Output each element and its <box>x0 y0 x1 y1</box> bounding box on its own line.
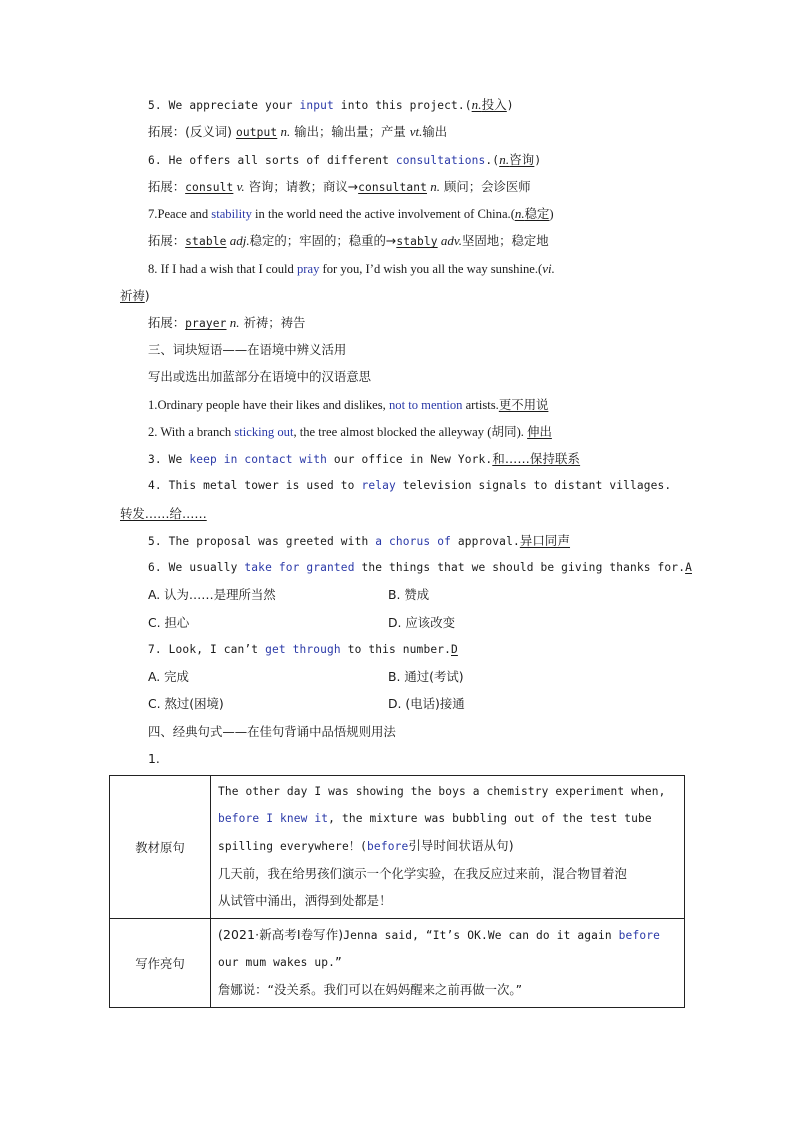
key-word: pray <box>297 262 320 276</box>
bracket: ) <box>144 288 150 303</box>
table-text <box>218 832 678 860</box>
key-word: stability <box>211 207 252 221</box>
sentence-text: 4. This metal tower is used to <box>148 479 362 492</box>
phrase-item-4 <box>148 477 671 495</box>
choice-option: B. 通过(考试) <box>388 669 464 684</box>
answer: 和……保持联系 <box>492 451 581 466</box>
phrase-item-4-cont <box>120 505 207 523</box>
sentence-text: in the world need the active involvement of China.( <box>251 207 515 221</box>
answer: 咨询 <box>509 152 535 167</box>
answer: 稳定 <box>524 206 550 221</box>
sentence-text: the things that we should be giving thanks for. <box>354 561 686 574</box>
sentence-text: 7. Look, I can’t <box>148 643 266 656</box>
meaning: 稳定的；牢固的；稳重的→ <box>249 233 397 248</box>
phrase-item-5 <box>148 532 570 551</box>
part-of-speech: n. <box>499 152 510 167</box>
section-heading: 四、经典句式——在佳句背诵中品悟规则用法 <box>148 724 396 739</box>
sentence-text: 6. We usually <box>148 561 245 574</box>
sentence-text: our office in New York. <box>327 453 493 466</box>
section-instruction: 写出或选出加蓝部分在语境中的汉语意思 <box>148 369 372 384</box>
vocab-extension-8 <box>148 314 305 333</box>
sentence-text: 1.Ordinary people have their likes and dislikes, <box>148 398 389 412</box>
choice-option: B. 赞成 <box>388 587 430 602</box>
row-content <box>211 776 685 919</box>
key-phrase: before <box>618 929 660 942</box>
part-of-speech: adv. <box>437 233 462 248</box>
vocab-item-8-cont <box>120 287 150 305</box>
key-word: consultations <box>395 154 486 167</box>
sentence-text: 7.Peace and <box>148 207 212 221</box>
answer: A <box>685 561 692 574</box>
choice-option: C. 熬过(困境) <box>148 696 224 711</box>
key-phrase: a chorus of <box>375 535 451 548</box>
extension-label: 拓展：(反义词) <box>148 124 236 139</box>
key-phrase: before <box>367 840 409 853</box>
table-text: , the mixture was bubbling out of the test tube <box>328 812 652 825</box>
choice-option: D. 应该改变 <box>388 615 455 630</box>
sentence-text: 6. He offers all sorts of different <box>148 154 396 167</box>
vocab-extension-6 <box>148 178 531 197</box>
part-of-speech: vt. <box>409 124 423 139</box>
extension-label: 拓展： <box>148 233 186 248</box>
choice-option: D. (电话)接通 <box>388 696 465 711</box>
table-text <box>218 921 678 949</box>
sentence-text: approval. <box>450 535 520 548</box>
sentence-text: to this number. <box>340 643 451 656</box>
meaning: 祈祷；祷告 <box>239 315 306 330</box>
extension-label: 拓展： <box>148 315 186 330</box>
section-heading: 三、词块短语——在语境中辨义活用 <box>148 342 347 357</box>
vocab-item-8 <box>148 260 555 278</box>
key-phrase: not to mention <box>388 398 463 412</box>
part-of-speech: n. <box>226 315 240 330</box>
choice-option: C. 担心 <box>148 615 190 630</box>
key-phrase: take for granted <box>244 561 355 574</box>
key-phrase: relay <box>361 479 396 492</box>
meaning: 顾问；会诊医师 <box>440 179 531 194</box>
sentence-text: 8. If I had a wish that I could <box>148 262 297 276</box>
table-text: The other day I was showing the boys a chemistry experiment when, <box>218 785 666 798</box>
table-text: Jenna said, “It’s OK.We can do it again <box>343 929 619 942</box>
part-of-speech: adj. <box>226 233 250 248</box>
extension-word: consultant <box>358 181 427 194</box>
key-phrase: get through <box>265 643 341 656</box>
key-phrase: keep in contact with <box>189 453 328 466</box>
answer: 转发……给…… <box>120 506 207 521</box>
phrase-item-3 <box>148 450 580 469</box>
table-text: 从试管中涌出，洒得到处都是！ <box>218 893 392 908</box>
extension-word: prayer <box>185 317 227 330</box>
answer: 投入 <box>481 97 507 112</box>
extension-word: stable <box>185 235 227 248</box>
vocab-extension-5 <box>148 123 447 142</box>
phrase-item-6 <box>148 559 692 577</box>
meaning: 坚固地；稳定地 <box>461 233 549 248</box>
answer: 异口同声 <box>519 533 571 548</box>
table-row <box>110 919 685 1008</box>
sentence-text: , the tree almost blocked the alleyway (胡同). <box>293 425 528 439</box>
table-text: 詹娜说：“没关系。我们可以在妈妈醒来之前再做一次。” <box>218 982 523 997</box>
sentence-text: .( <box>485 154 500 167</box>
phrase-item-7 <box>148 641 458 659</box>
part-of-speech: n. <box>514 206 525 221</box>
sentence-text: into this project.( <box>333 99 472 112</box>
key-word: input <box>299 99 334 112</box>
meaning: 咨询；请教；商议→ <box>244 179 359 194</box>
vocab-item-7 <box>148 205 554 223</box>
table-text <box>218 805 678 832</box>
vocab-item-6 <box>148 151 541 170</box>
bracket: ) <box>534 154 542 167</box>
sentence-table <box>109 775 685 1008</box>
table-text: our mum wakes up.” <box>218 956 342 969</box>
extension-label: 拓展： <box>148 179 186 194</box>
row-label: 写作亮句 <box>110 919 211 1008</box>
sentence-text: 5. The proposal was greeted with <box>148 535 376 548</box>
answer: 更不用说 <box>498 397 549 412</box>
answer: 伸出 <box>527 424 552 439</box>
row-content <box>211 919 685 1008</box>
part-of-speech: n. <box>427 179 440 194</box>
sentence-text: 2. With a branch <box>148 425 235 439</box>
extension-word: stably <box>396 235 438 248</box>
vocab-item-5 <box>148 96 514 115</box>
key-phrase: sticking out <box>234 425 294 439</box>
phrase-item-1 <box>148 396 548 414</box>
sentence-text: artists. <box>462 398 499 412</box>
meaning: 输出 <box>422 124 448 139</box>
source-note: (2021·新高考Ⅰ卷写作) <box>218 927 344 942</box>
part-of-speech: v. <box>233 179 245 194</box>
table-text: spilling everywhere！( <box>218 840 368 853</box>
row-label: 教材原句 <box>110 776 211 919</box>
answer: D <box>450 643 458 656</box>
part-of-speech: vi. <box>542 261 555 276</box>
bracket: ) <box>506 99 514 112</box>
sentence-text: 3. We <box>148 453 190 466</box>
bracket: ) <box>549 207 554 221</box>
key-phrase: before I knew it <box>218 812 329 825</box>
phrase-item-2 <box>148 423 552 441</box>
choice-option: A. 认为……是理所当然 <box>148 587 276 602</box>
choice-option: A. 完成 <box>148 669 189 684</box>
table-text: 几天前，我在给男孩们演示一个化学实验，在我反应过来前，混合物冒着泡 <box>218 866 627 881</box>
item-number: 1. <box>148 751 160 766</box>
answer: 祈祷 <box>120 288 145 303</box>
meaning: 输出；输出量；产量 <box>290 124 410 139</box>
extension-word: output <box>235 126 278 139</box>
part-of-speech: n. <box>471 97 482 112</box>
table-text: 引导时间状语从句) <box>408 838 514 853</box>
table-row <box>110 776 685 919</box>
extension-word: consult <box>185 181 234 194</box>
sentence-text: for you, I’d wish you all the way sunshine.( <box>319 262 543 276</box>
part-of-speech: n. <box>277 124 291 139</box>
vocab-extension-7 <box>148 232 549 251</box>
sentence-text: 5. We appreciate your <box>148 99 300 112</box>
sentence-text: television signals to distant villages. <box>395 479 672 492</box>
